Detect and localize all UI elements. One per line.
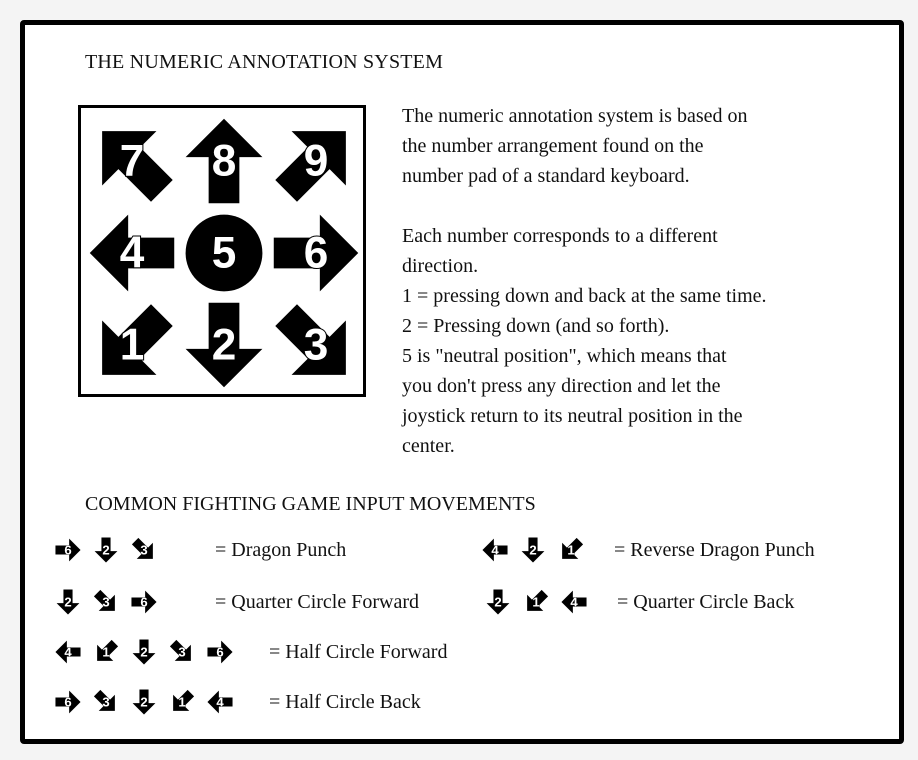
arrow-down-icon xyxy=(95,537,118,562)
key-number: 2 xyxy=(140,644,148,660)
move-step xyxy=(167,687,197,717)
move-step xyxy=(53,687,83,717)
circle-neutral-icon xyxy=(186,215,263,292)
move-label: = Dragon Punch xyxy=(215,539,347,561)
intro-text xyxy=(402,101,872,461)
move-icons xyxy=(483,587,597,617)
move-step xyxy=(559,587,589,617)
arrow-down-left-icon xyxy=(521,587,551,617)
move-quarter-circle-forward xyxy=(53,587,419,617)
key-number: 3 xyxy=(140,542,148,558)
move-half-circle-forward xyxy=(53,637,447,667)
move-dragon-punch xyxy=(53,535,346,565)
intro-line: number pad of a standard keyboard. xyxy=(402,165,690,187)
key-number: 1 xyxy=(567,542,575,558)
intro-line: 1 = pressing down and back at the same time. xyxy=(402,285,767,307)
key-number: 7 xyxy=(119,136,145,186)
move-label: = Quarter Circle Back xyxy=(617,591,795,613)
page-title: THE NUMERIC ANNOTATION SYSTEM xyxy=(85,51,444,73)
move-step xyxy=(129,535,159,565)
numpad-diagram xyxy=(78,105,366,397)
key-number: 2 xyxy=(494,594,502,610)
move-label: = Quarter Circle Forward xyxy=(215,591,419,613)
move-step xyxy=(167,637,197,667)
arrow-down-right-icon xyxy=(259,288,363,394)
arrow-up-left-icon xyxy=(81,108,189,218)
move-step xyxy=(205,687,235,717)
move-step xyxy=(91,687,121,717)
arrow-down-right-icon xyxy=(129,535,159,565)
move-step xyxy=(518,535,548,565)
move-step xyxy=(129,637,159,667)
move-quarter-circle-back xyxy=(483,587,794,617)
move-icons xyxy=(480,535,594,565)
move-step xyxy=(53,587,83,617)
move-step xyxy=(521,587,551,617)
key-number: 5 xyxy=(211,228,237,278)
arrow-right-icon xyxy=(207,641,232,664)
intro-line: The numeric annotation system is based on xyxy=(402,105,748,127)
intro-line: the number arrangement found on the xyxy=(402,135,704,157)
arrow-left-icon xyxy=(561,591,586,614)
move-step xyxy=(205,637,235,667)
key-number: 2 xyxy=(529,542,537,558)
key-number: 6 xyxy=(64,694,72,710)
arrow-down-left-icon xyxy=(556,535,586,565)
move-step xyxy=(483,587,513,617)
move-step xyxy=(91,535,121,565)
intro-line: 2 = Pressing down (and so forth). xyxy=(402,315,670,337)
key-number: 3 xyxy=(102,594,110,610)
key-number: 1 xyxy=(178,694,186,710)
key-number: 6 xyxy=(64,542,72,558)
arrow-down-left-icon xyxy=(167,687,197,717)
arrow-down-right-icon xyxy=(91,687,121,717)
move-icons xyxy=(53,535,167,565)
arrow-down-icon xyxy=(133,689,156,714)
key-number: 1 xyxy=(102,644,110,660)
arrow-down-left-icon xyxy=(81,288,189,394)
key-number: 2 xyxy=(211,320,237,370)
key-number: 2 xyxy=(102,542,110,558)
key-number: 6 xyxy=(216,644,224,660)
arrow-right-icon xyxy=(274,215,358,292)
move-label: = Half Circle Forward xyxy=(269,641,448,663)
arrow-down-right-icon xyxy=(167,637,197,667)
key-number: 3 xyxy=(102,694,110,710)
key-number: 1 xyxy=(532,594,540,610)
intro-line: direction. xyxy=(402,255,479,277)
key-number: 4 xyxy=(216,694,224,710)
arrow-right-icon xyxy=(131,591,156,614)
key-number: 3 xyxy=(178,644,186,660)
move-step xyxy=(53,535,83,565)
arrow-up-icon xyxy=(186,119,263,203)
intro-line: 5 is "neutral position", which means that xyxy=(402,345,727,367)
key-number: 4 xyxy=(64,644,72,660)
move-step xyxy=(129,687,159,717)
intro-line: center. xyxy=(402,435,455,457)
intro-line: you don't press any direction and let the xyxy=(402,375,721,397)
arrow-down-icon xyxy=(57,589,80,614)
move-step xyxy=(91,637,121,667)
arrow-up-right-icon xyxy=(259,108,363,218)
move-step xyxy=(53,637,83,667)
section-title: COMMON FIGHTING GAME INPUT MOVEMENTS xyxy=(85,493,536,515)
annotation-card xyxy=(20,20,904,744)
key-number: 4 xyxy=(570,594,578,610)
move-label: = Half Circle Back xyxy=(269,691,421,713)
numpad-svg xyxy=(81,108,363,394)
key-number: 4 xyxy=(119,228,145,278)
intro-line: Each number corresponds to a different xyxy=(402,225,718,247)
arrow-down-icon xyxy=(186,303,263,387)
arrow-right-icon xyxy=(55,539,80,562)
key-number: 6 xyxy=(140,594,148,610)
key-number: 3 xyxy=(303,320,329,370)
arrow-down-right-icon xyxy=(91,587,121,617)
move-icons xyxy=(53,637,243,667)
move-icons xyxy=(53,587,167,617)
key-number: 4 xyxy=(491,542,499,558)
arrow-left-icon xyxy=(90,215,174,292)
move-label: = Reverse Dragon Punch xyxy=(614,539,815,561)
move-reverse-dragon-punch xyxy=(480,535,815,565)
key-number: 1 xyxy=(119,320,145,370)
intro-line: joystick return to its neutral position in the xyxy=(402,405,743,427)
arrow-down-icon xyxy=(133,639,156,664)
arrow-left-icon xyxy=(207,691,232,714)
arrow-left-icon xyxy=(55,641,80,664)
key-number: 2 xyxy=(140,694,148,710)
move-step xyxy=(91,587,121,617)
key-number: 9 xyxy=(303,136,329,186)
arrow-down-icon xyxy=(487,589,510,614)
move-step xyxy=(480,535,510,565)
arrow-down-icon xyxy=(522,537,545,562)
key-number: 8 xyxy=(211,136,237,186)
arrow-down-left-icon xyxy=(91,637,121,667)
key-number: 6 xyxy=(303,228,329,278)
move-icons xyxy=(53,687,243,717)
arrow-left-icon xyxy=(482,539,507,562)
arrow-right-icon xyxy=(55,691,80,714)
key-number: 2 xyxy=(64,594,72,610)
move-step xyxy=(129,587,159,617)
move-half-circle-back xyxy=(53,687,421,717)
move-step xyxy=(556,535,586,565)
